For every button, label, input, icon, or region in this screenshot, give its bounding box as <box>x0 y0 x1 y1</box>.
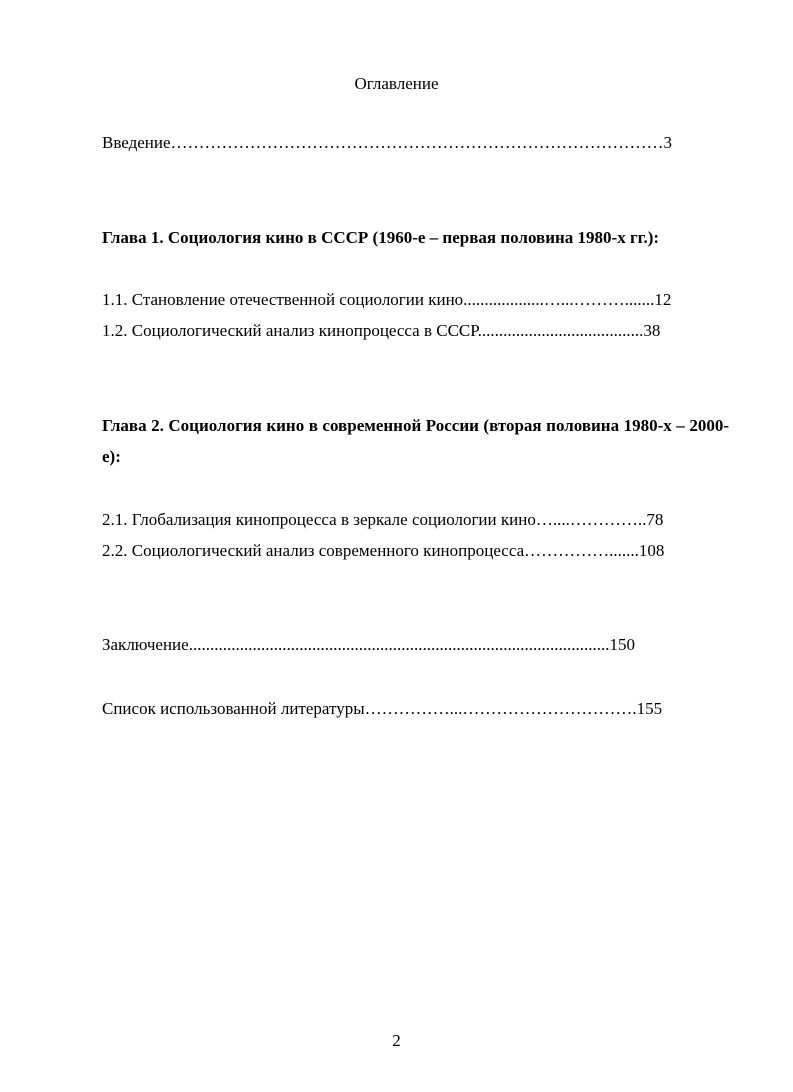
toc-entry-2-2: 2.2. Социологический анализ современного кинопроцесса…………….......108 <box>102 541 665 560</box>
toc-entry-1-1: 1.1. Становление отечественной социологии кино...................…...……….......12 <box>102 290 672 309</box>
toc-entry-conclusion: Заключение...................................................................................................150 <box>102 635 635 654</box>
toc-entry-2-1: 2.1. Глобализация кинопроцесса в зеркале социологии кино…....…………..78 <box>102 510 664 529</box>
toc-chapter-1: Глава 1. Социология кино в СССР (1960-е – первая половина 1980-х гг.): <box>102 228 660 247</box>
toc-entry-intro: Введение……………………………………………………………………………3 <box>102 133 673 152</box>
page-title: Оглавление <box>354 74 439 93</box>
toc-chapter-2: Глава 2. Социология кино в современной России (вторая половина 1980-х – 2000-е): <box>102 416 729 466</box>
page-number: 2 <box>392 1031 401 1050</box>
toc-entry-bibliography: Список использованной литературы……………...………………………….155 <box>102 699 663 718</box>
toc-entry-1-2: 1.2. Социологический анализ кинопроцесса в СССР.......................................38 <box>102 321 661 340</box>
